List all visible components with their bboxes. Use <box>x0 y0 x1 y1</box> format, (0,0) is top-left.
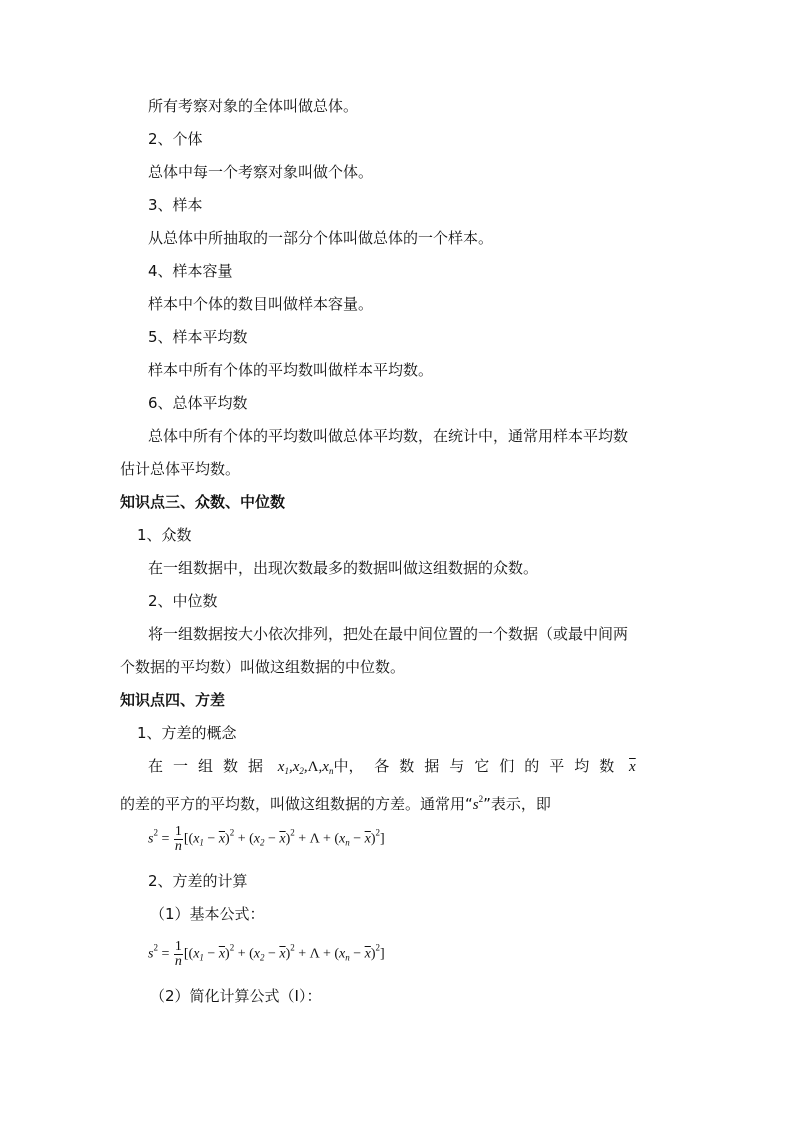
heading-sample-mean: 5、样本平均数 <box>148 328 248 346</box>
formula-s-squared-symbol: $s^2$ <box>472 794 484 813</box>
text-among: 中， <box>333 757 364 775</box>
text-variance-definition: 的差的平方的平均数，叫做这组数据的方差。通常用“ <box>120 795 473 813</box>
text-basic-formula: （1）基本公式： <box>150 905 265 923</box>
formula-variance-definition: $s^2$ = $\frac{1}{n}$ $[(x_1 - \overline{x})^2 + (x_2 - \overline{x})^2 + \Lambda + (x_n - \overline{x})^2]$ <box>148 824 385 854</box>
text-median-definition: 将一组数据按大小依次排列，把处在最中间位置的一个数据（或最中间两 <box>148 625 629 643</box>
text-variance-concept-line1 <box>148 756 636 781</box>
text-each-data-and-mean: 各数据与它们的平均数 <box>374 757 625 775</box>
text-sample-mean-definition: 样本中所有个体的平均数叫做样本平均数。 <box>148 361 434 379</box>
text-individual-definition: 总体中每一个考察对象叫做个体。 <box>148 163 374 181</box>
heading-variance-concept: 1、方差的概念 <box>137 724 237 742</box>
formula-data-list: $x_1,x_2,\Lambda,x_n$ <box>277 759 334 776</box>
text-simplified-formula-one: （2）简化计算公式（Ⅰ）： <box>150 987 322 1005</box>
heading-sample-size: 4、样本容量 <box>148 262 233 280</box>
text-in-a-set-of-data: 在一组数据 <box>148 757 274 775</box>
heading-variance-calculation: 2、方差的计算 <box>148 872 248 890</box>
text-population-definition: 所有考察对象的全体叫做总体。 <box>148 97 359 115</box>
heading-population-mean: 6、总体平均数 <box>148 394 248 412</box>
heading-sample: 3、样本 <box>148 196 203 214</box>
formula-mean-symbol: $\overline{x}$ <box>629 759 636 775</box>
formula-variance-basic: $s^2$ = $\frac{1}{n}$ $[(x_1 - \overline{x})^2 + (x_2 - \overline{x})^2 + \Lambda + (x_n - \overline{x})^2]$ <box>148 939 385 969</box>
section-title-mode-median: 知识点三、众数、中位数 <box>120 493 286 511</box>
text-population-mean-definition: 总体中所有个体的平均数叫做总体平均数，在统计中，通常用样本平均数 <box>148 427 629 445</box>
text-sample-size-definition: 样本中个体的数目叫做样本容量。 <box>148 295 374 313</box>
heading-mode: 1、众数 <box>137 526 192 544</box>
text-representation: ”表示，即 <box>483 795 551 813</box>
text-median-definition-continued: 个数据的平均数）叫做这组数据的中位数。 <box>120 658 406 676</box>
heading-median: 2、中位数 <box>148 592 218 610</box>
section-title-variance: 知识点四、方差 <box>120 691 226 709</box>
text-mode-definition: 在一组数据中，出现次数最多的数据叫做这组数据的众数。 <box>148 559 539 577</box>
heading-individual: 2、个体 <box>148 130 203 148</box>
text-variance-concept-line2 <box>120 789 551 815</box>
text-sample-definition: 从总体中所抽取的一部分个体叫做总体的一个样本。 <box>148 229 494 247</box>
text-population-mean-continued: 估计总体平均数。 <box>120 460 241 478</box>
